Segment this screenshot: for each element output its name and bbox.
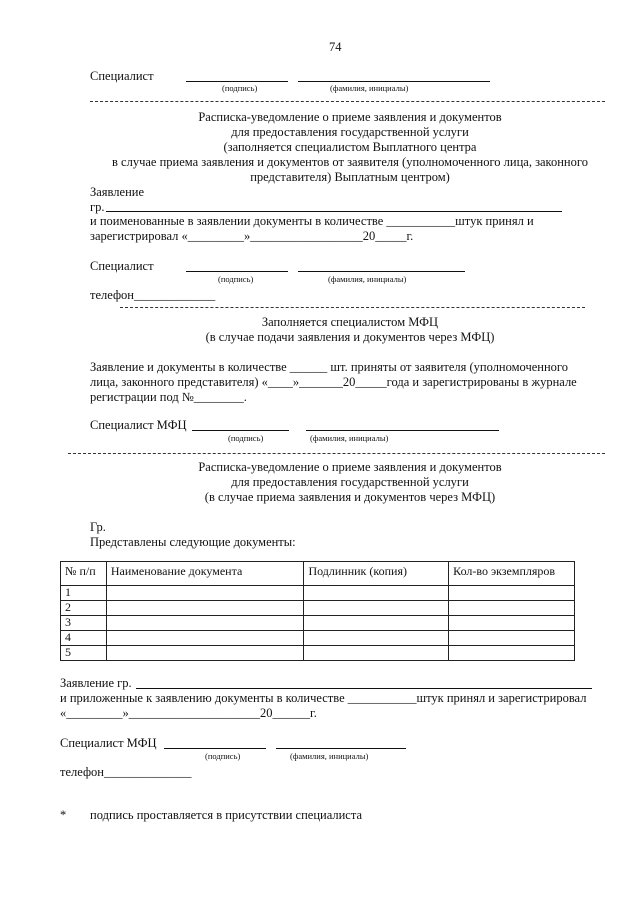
col-number-header: № п/п [61, 562, 107, 586]
signature-line [186, 81, 288, 82]
receipt1-title-line: представителя) Выплатным центром) [250, 170, 450, 184]
row-number: 4 [61, 631, 107, 646]
cell-document [106, 646, 304, 661]
mfc-title-line: (в случае подачи заявления и документов через МФЦ) [205, 330, 495, 344]
receipt1-title-line: Расписка-уведомление о приеме заявления и документов [198, 110, 502, 124]
registered-date-line: «_________»_____________________20______г. [60, 706, 317, 720]
specialist-label: Специалист [90, 259, 154, 273]
cell-copies [449, 601, 575, 616]
cell-original [304, 646, 449, 661]
signature-caption: (подпись) [222, 83, 258, 93]
row-number: 2 [61, 601, 107, 616]
statement-label: Заявление [90, 185, 145, 199]
table-row [61, 601, 575, 616]
cell-copies [449, 616, 575, 631]
registered-date-line: зарегистрировал «_________»__________________20_____г. [90, 229, 414, 243]
receipt2-title-line: для предоставления государственной услуги [231, 475, 469, 489]
name-caption: (фамилия, инициалы) [310, 433, 389, 443]
signature-line [186, 271, 288, 272]
receipt1-title-line: в случае приема заявления и документов от заявителя (уполномоченного лица, законного [112, 155, 588, 169]
signature-caption: (подпись) [228, 433, 264, 443]
cell-document [106, 586, 304, 601]
cut-line [68, 453, 605, 454]
cell-copies [449, 646, 575, 661]
mfc-specialist-label: Специалист МФЦ [60, 736, 157, 750]
row-number: 3 [61, 616, 107, 631]
col-original-header: Подлинник (копия) [304, 562, 449, 586]
signature-caption: (подпись) [218, 274, 254, 284]
footnote-text: подпись проставляется в присутствии специалиста [90, 808, 362, 822]
cut-line [90, 101, 605, 102]
name-line [276, 748, 406, 749]
table-row [61, 586, 575, 601]
gr-label: Гр. [90, 520, 106, 534]
cell-copies [449, 631, 575, 646]
mfc-body-line: лица, законного представителя) «____»_______20_____года и зарегистрированы в журнале [90, 375, 577, 389]
receipt2-title-line: Расписка-уведомление о приеме заявления и документов [198, 460, 502, 474]
name-caption: (фамилия, инициалы) [328, 274, 407, 284]
specialist-label: Специалист [90, 69, 154, 83]
name-caption: (фамилия, инициалы) [330, 83, 409, 93]
table-row [61, 646, 575, 661]
phone-line: телефон_____________ [90, 288, 216, 302]
name-line [306, 430, 499, 431]
row-number: 5 [61, 646, 107, 661]
gr-label: гр. [90, 200, 105, 214]
row-number: 1 [61, 586, 107, 601]
cell-original [304, 586, 449, 601]
receipt1-title-line: (заполняется специалистом Выплатного центра [223, 140, 477, 154]
signature-line [192, 430, 289, 431]
name-caption: (фамилия, инициалы) [290, 751, 369, 761]
receipt2-title-line: (в случае приема заявления и документов через МФЦ) [204, 490, 496, 504]
statement-label: Заявление гр. [60, 676, 132, 690]
name-line [298, 81, 490, 82]
separator-line [120, 307, 585, 308]
phone-line: телефон______________ [60, 765, 192, 779]
applicant-name-line [106, 211, 562, 212]
cell-document [106, 616, 304, 631]
cell-original [304, 631, 449, 646]
cell-original [304, 601, 449, 616]
cell-copies [449, 586, 575, 601]
applicant-name-line [136, 688, 592, 689]
footnote-mark: * [60, 808, 67, 822]
receipt1-title-line: для предоставления государственной услуги [231, 125, 469, 139]
table-header-row [61, 562, 575, 586]
page-number: 74 [329, 40, 342, 54]
mfc-title-line: Заполняется специалистом МФЦ [261, 315, 439, 329]
signature-line [164, 748, 266, 749]
col-copies-header: Кол-во экземпляров [449, 562, 575, 586]
cell-document [106, 631, 304, 646]
name-line [298, 271, 465, 272]
col-document-header: Наименование документа [106, 562, 304, 586]
mfc-body-line: Заявление и документы в количестве ______ шт. приняты от заявителя (уполномоченного [90, 360, 569, 374]
mfc-body-line: регистрации под №________. [90, 390, 247, 404]
documents-table [60, 561, 575, 661]
cell-document [106, 601, 304, 616]
signature-caption: (подпись) [205, 751, 241, 761]
docs-count-line: и поименованные в заявлении документы в количестве ___________штук принял и [90, 214, 534, 228]
table-row [61, 616, 575, 631]
submitted-docs-label: Представлены следующие документы: [90, 535, 296, 549]
cell-original [304, 616, 449, 631]
docs-count-line: и приложенные к заявлению документы в количестве ___________штук принял и зарегистрировал [60, 691, 587, 705]
table-row [61, 631, 575, 646]
mfc-specialist-label: Специалист МФЦ [90, 418, 187, 432]
